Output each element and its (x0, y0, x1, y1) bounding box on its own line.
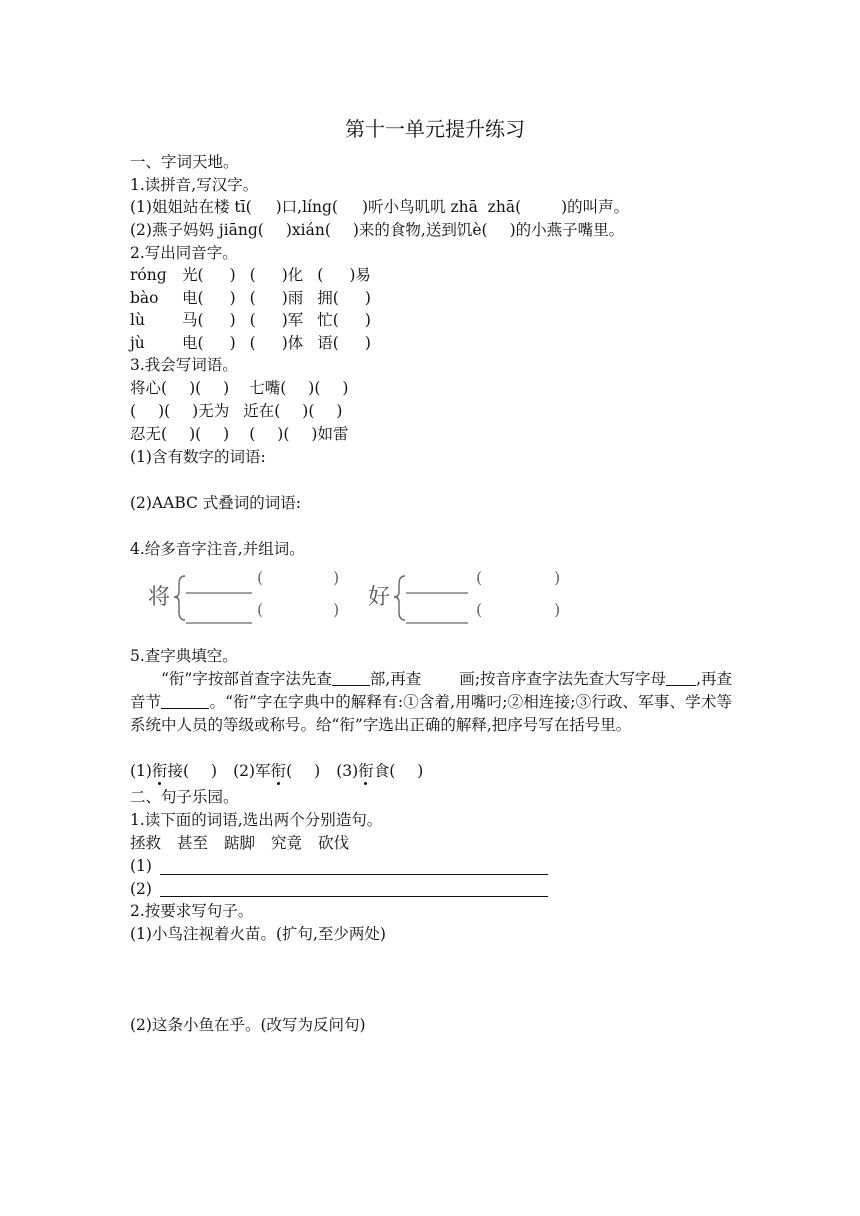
q2-word-d: )军 (281, 311, 304, 329)
paren-2b-open: ( (476, 600, 483, 619)
q2-word-b: ) (229, 311, 236, 329)
q5-o2-a: (2)军 (233, 762, 271, 780)
paren-1a-open: ( (257, 568, 264, 587)
q3-r3-b: )( (189, 425, 202, 443)
q5-text-2: 部,再查 (369, 670, 422, 688)
q3-r2-c: )无为 (192, 402, 230, 420)
polyphone-char-2: 好 (368, 585, 391, 610)
q5-o2-c: ( (286, 762, 293, 780)
q3-r2-d: 近在( (243, 402, 281, 420)
s2-q1-title: 1.读下面的词语,选出两个分别造句。 (130, 811, 383, 829)
q2-word-e: ( (317, 266, 324, 284)
q5-options (130, 760, 423, 782)
section-1-heading: 一、字词天地。 (130, 153, 239, 171)
q2-word-a: 光( (182, 266, 204, 284)
polyphone-char-1: 将 (148, 585, 171, 610)
q3-r1-c: ) (223, 379, 230, 397)
q1-line-1 (130, 196, 629, 218)
q1-title: 1.读拼音,写汉字。 (130, 176, 259, 194)
section-2-heading: 二、句子乐园。 (130, 788, 239, 806)
q2-word-c: ( (249, 289, 256, 307)
q5-o2-d: ) (314, 762, 321, 780)
brace-left-2 (394, 576, 405, 620)
q3-r3-d: ( (249, 425, 256, 443)
paren-1b-open: ( (257, 600, 264, 619)
q1-l2-part-b: )xián( (285, 221, 331, 239)
q3-row-3 (130, 423, 348, 445)
q3-r3-c: ) (223, 425, 230, 443)
q5-o1-a: (1) (130, 762, 152, 780)
paren-1b-close: ) (333, 600, 340, 619)
q5-o3-a: (3) (336, 762, 359, 780)
q1-l1-part-c: )听小鸟叽叽 zhā zhā( (361, 198, 522, 216)
q3-r2-b: )( (158, 402, 171, 420)
word-3: 踮脚 (224, 834, 256, 852)
q2-word-b: ) (229, 266, 236, 284)
paren-2b-close: ) (554, 600, 561, 619)
q5-paragraph (130, 668, 732, 737)
q2-row (130, 287, 371, 309)
q3-r2-a: ( (130, 402, 137, 420)
q1-l2-part-a: (2)燕子妈妈 jiānɡ( (130, 221, 264, 239)
word-4: 究竟 (271, 834, 303, 852)
q2-word-c: ( (249, 266, 256, 284)
q5-blank-syllable[interactable] (161, 692, 209, 709)
q1-l2-part-c: )来的食物,送到饥è( (352, 221, 488, 239)
q2-pinyin: jù (130, 334, 145, 352)
q3-r3-e: )( (277, 425, 290, 443)
q2-word-d: )雨 (281, 289, 304, 307)
q2-word-b: ) (229, 334, 236, 352)
q2-word-e: 拥( (317, 289, 339, 307)
sentence-1-number: (1) (130, 857, 152, 875)
q2-word-d: )化 (281, 266, 304, 284)
q5-text-5: 。“衔”字在字典中的解释有:①含着,用嘴叼;②相连接;③行政、军事、学术等系统中人员的等级或称号。给“衔”字选出正确的解释,把序号写在括号里。 (130, 693, 732, 734)
word-5: 砍伐 (318, 834, 350, 852)
q3-r3-f: )如雷 (311, 425, 349, 443)
paren-2a-open: ( (476, 568, 483, 587)
q5-o3-d: ) (417, 762, 424, 780)
q2-word-a: 电( (182, 334, 204, 352)
q3-r1-e: )( (308, 379, 321, 397)
q2-word-d: )体 (281, 334, 304, 352)
q2-word-e: 忙( (317, 311, 339, 329)
q4-title: 4.给多音字注音,并组词。 (130, 540, 305, 558)
s2-q2-title: 2.按要求写句子。 (130, 902, 254, 920)
brace-left-1 (174, 576, 185, 620)
q2-word-a: 电( (182, 289, 204, 307)
q5-blank-letter[interactable] (666, 669, 696, 686)
q2-word-f: )易 (349, 266, 371, 284)
q1-l1-part-b: )口,línɡ( (275, 198, 338, 216)
q2-row (130, 264, 371, 286)
q2-word-f: ) (364, 289, 371, 307)
q2-row (130, 332, 371, 354)
q3-sub-1: (1)含有数字的词语: (130, 448, 266, 466)
q2-word-c: ( (249, 334, 256, 352)
q3-r2-e: )( (302, 402, 315, 420)
q2-word-b: ) (229, 289, 236, 307)
q2-word-c: ( (249, 311, 256, 329)
q1-line-2 (130, 219, 624, 241)
s2-q2-sub-1: (1)小鸟注视着火苗。(扩句,至少两处) (130, 925, 386, 943)
s2-q2-sub-2: (2)这条小鱼在乎。(改写为反问句) (130, 1016, 366, 1034)
word-1: 拯救 (130, 834, 162, 852)
word-list (130, 832, 349, 854)
q3-row-2 (130, 400, 342, 422)
sentence-2-number: (2) (130, 880, 152, 898)
worksheet-page (130, 0, 740, 1216)
q2-pinyin: lù (130, 311, 145, 329)
q5-o1-dotted-char: 衔 (151, 762, 168, 780)
paren-2a-close: ) (554, 568, 561, 587)
q5-text-4: ,再查音节 (130, 670, 732, 711)
page-title: 第十一单元提升练习 (345, 117, 525, 141)
q1-l2-part-d: )的小燕子嘴里。 (509, 221, 625, 239)
q5-text-1: “衔”字按部首查字法先查 (161, 670, 332, 688)
q2-word-e: 语( (317, 334, 339, 352)
q5-o1-c: 接( (167, 762, 190, 780)
q3-r2-f: ) (336, 402, 343, 420)
q1-l1-part-d: )的叫声。 (561, 198, 630, 216)
paren-1a-close: ) (333, 568, 340, 587)
q5-title: 5.查字典填空。 (130, 647, 238, 665)
q3-r3-a: 忍无( (130, 425, 168, 443)
word-2: 甚至 (177, 834, 209, 852)
q2-pinyin: rónɡ (130, 266, 167, 284)
sentence-2-line[interactable] (160, 896, 548, 897)
q2-word-f: ) (364, 334, 371, 352)
q2-pinyin: bào (130, 289, 159, 307)
q5-o1-d: ) (211, 762, 218, 780)
polyphone-figure (140, 566, 580, 628)
q2-word-a: 马( (182, 311, 204, 329)
q3-r1-a: 将心( (130, 379, 168, 397)
q2-row (130, 309, 371, 331)
q2-word-f: ) (364, 311, 371, 329)
q3-sub-2: (2)AABC 式叠词的词语: (130, 494, 302, 512)
q5-text-3: 画;按音序查字法先查大写字母 (459, 670, 667, 688)
q3-r1-d: 七嘴( (249, 379, 287, 397)
q1-l1-part-a: (1)姐姐站在楼 tī( (130, 198, 252, 216)
q3-r1-f: ) (342, 379, 349, 397)
q3-title: 3.我会写词语。 (130, 356, 238, 374)
sentence-1-line[interactable] (160, 874, 548, 875)
q5-blank-radical[interactable] (332, 669, 370, 686)
q3-r1-b: )( (189, 379, 202, 397)
q2-title: 2.写出同音字。 (130, 244, 238, 262)
q5-o3-c: 食( (373, 762, 396, 780)
q3-row-1 (130, 377, 348, 399)
q5-o2-dotted-char: 衔 (270, 762, 287, 780)
q5-o3-dotted-char: 衔 (358, 762, 374, 780)
